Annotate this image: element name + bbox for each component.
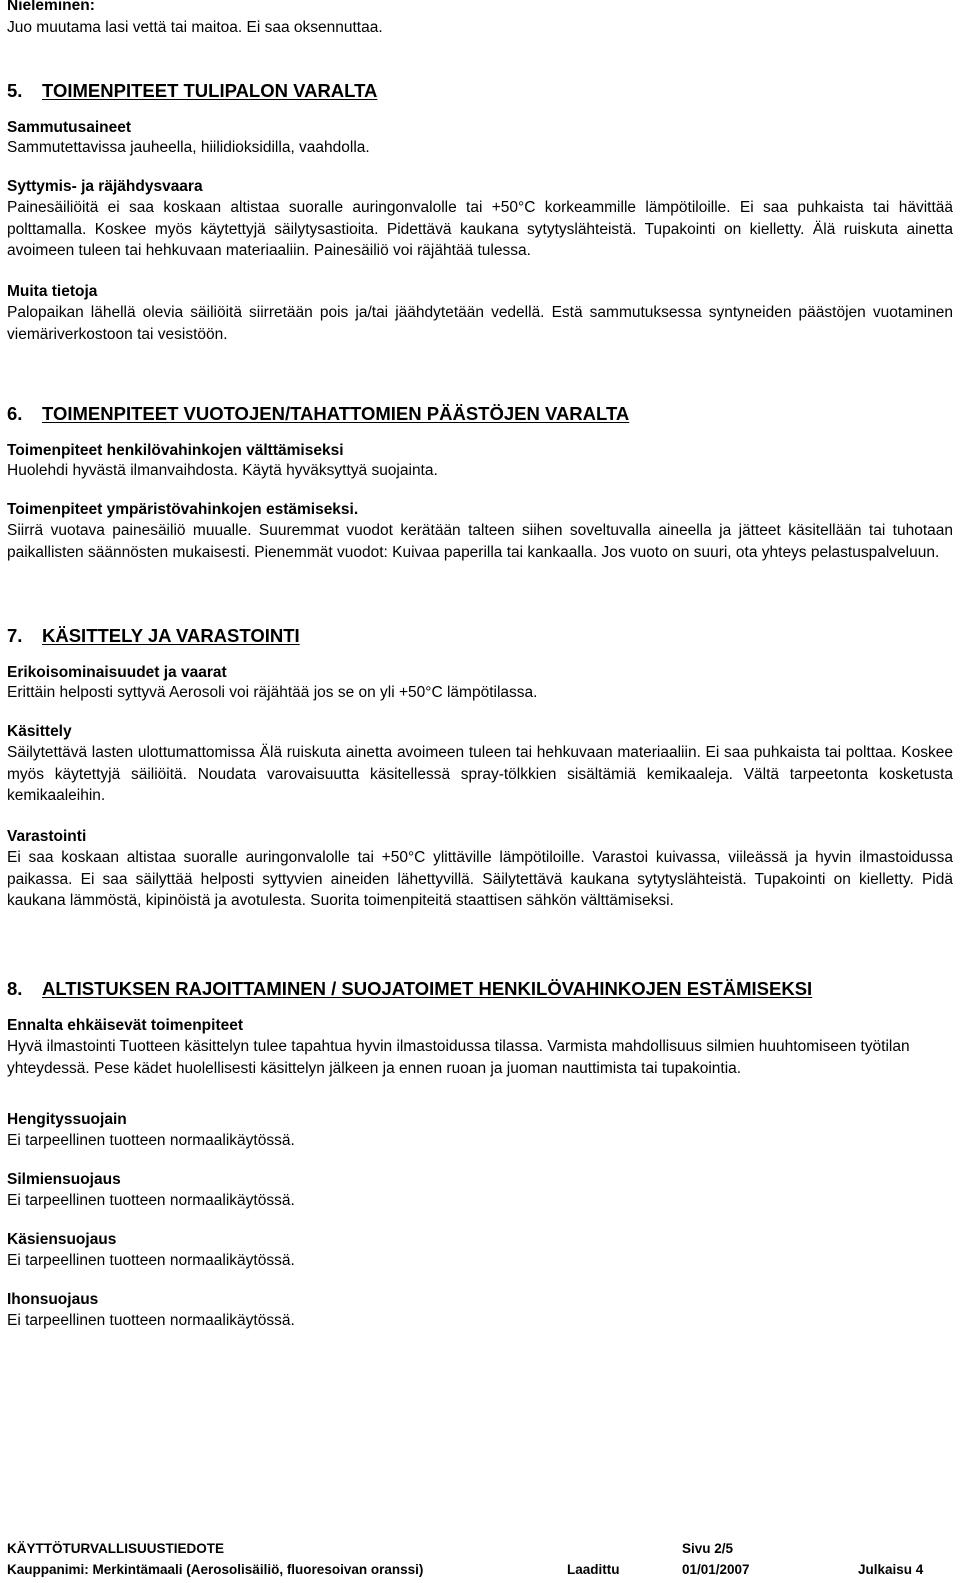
page-footer (7, 1538, 953, 1580)
extinguishing-media-heading: Sammutusaineet (7, 119, 132, 136)
respiratory-protection-heading: Hengityssuojain (7, 1111, 127, 1128)
footer-doc-type: KÄYTTÖTURVALLISUUSTIEDOTE (7, 1541, 225, 1556)
other-info-heading: Muita tietoja (7, 283, 98, 300)
extinguishing-media-text: Sammutettavissa jauheella, hiilidioksidilla, vaahdolla. (7, 139, 370, 156)
ingestion-heading: Nieleminen: (7, 0, 95, 14)
section-6-title (7, 402, 629, 426)
other-info-text: Palopaikan lähellä olevia säiliöitä siirretään pois ja/tai jäähdytetään vedellä. Estä sammutuksessa syntyneiden päästöjen vuotaminen viemäriverkostoon tai vesistöön. (7, 304, 953, 343)
section-7-title (7, 624, 300, 648)
respiratory-protection-text: Ei tarpeellinen tuotteen normaalikäytössä. (7, 1132, 295, 1149)
section-title-text: TOIMENPITEET TULIPALON VARALTA (42, 80, 378, 101)
section-8-title (7, 977, 812, 1001)
section-number: 5. (7, 80, 23, 101)
section-title-text: ALTISTUKSEN RAJOITTAMINEN / SUOJATOIMET HENKILÖVAHINKOJEN ESTÄMISEKSI (42, 978, 813, 999)
eye-protection-heading: Silmiensuojaus (7, 1171, 121, 1188)
footer-edition: Julkaisu 4 (858, 1562, 924, 1577)
ingestion-text: Juo muutama lasi vettä tai maitoa. Ei saa oksennuttaa. (7, 19, 383, 36)
section-title-text: TOIMENPITEET VUOTOJEN/TAHATTOMIEN PÄÄSTÖJEN VARALTA (42, 403, 630, 424)
skin-protection-heading: Ihonsuojaus (7, 1291, 99, 1308)
storage-heading: Varastointi (7, 828, 87, 845)
footer-page-number: Sivu 2/5 (682, 1541, 734, 1556)
environmental-precautions-text: Siirrä vuotava painesäiliö muualle. Suuremmat vuodot kerätään talteen siihen soveltuvalla aineella ja jätteet käsitellään tai tuhotaan paikallisten säännösten mukaisesti. Pienemmät vuodot: Kuivaa paperilla tai kankaalla. Jos vuoto on suuri, ota yhteys pelastuspalveluun. (7, 522, 953, 561)
eye-protection-text: Ei tarpeellinen tuotteen normaalikäytössä. (7, 1192, 295, 1209)
section-number: 7. (7, 625, 23, 646)
special-hazards-heading: Erikoisominaisuudet ja vaarat (7, 664, 227, 681)
fire-hazard-text: Painesäiliöitä ei saa koskaan altistaa suoralle auringonvalolle tai +50°C korkeammille lämpötiloille. Ei saa puhkaista tai hävittää polttamalla. Koskee myös käytettyjä säilytysastioita. Pidettävä kaukana sytytyslähteistä. Tupakointi on kielletty. Älä ruiskuta ainetta avoimeen tuleen tai hehkuvaan materiaaliin. Painesäiliö voi räjähtää tulessa. (7, 199, 953, 259)
handling-text: Säilytettävä lasten ulottumattomissa Älä ruiskuta ainetta avoimeen tuleen tai hehkuvaan materiaaliin. Ei saa puhkaista tai polttaa. Koskee myös käytettyjä säiliöitä. Noudata varovaisuutta käsitellessä spray-tölkkien sisältämiä kemikaaleja. Vältä tarpeetonta kosketusta kemikaaleihin. (7, 744, 953, 804)
section-title-text: KÄSITTELY JA VARASTOINTI (42, 625, 300, 646)
personal-precautions-text: Huolehdi hyvästä ilmanvaihdosta. Käytä hyväksyttyä suojainta. (7, 462, 438, 479)
special-hazards-text: Erittäin helposti syttyvä Aerosoli voi räjähtää jos se on yli +50°C lämpötilassa. (7, 684, 538, 701)
environmental-precautions-heading: Toimenpiteet ympäristövahinkojen estämiseksi. (7, 501, 359, 518)
personal-precautions-heading: Toimenpiteet henkilövahinkojen välttämiseksi (7, 442, 344, 459)
fire-hazard-heading: Syttymis- ja räjähdysvaara (7, 178, 203, 195)
footer-date: 01/01/2007 (682, 1562, 750, 1577)
preventive-measures-heading: Ennalta ehkäisevät toimenpiteet (7, 1017, 244, 1034)
skin-protection-text: Ei tarpeellinen tuotteen normaalikäytössä. (7, 1312, 295, 1329)
section-number: 8. (7, 978, 23, 999)
preventive-measures-text: Hyvä ilmastointi Tuotteen käsittelyn tulee tapahtua hyvin ilmastoidussa tilassa. Varmista mahdollisuus silmien huuhtomiseen työtilan yhteydessä. Pese kädet huolellisesti käsittelyn jälkeen ja ennen ruoan ja juoman nauttimista tai tupakointia. (7, 1038, 910, 1077)
section-number: 6. (7, 403, 23, 424)
footer-product-name: Kauppanimi: Merkintämaali (Aerosolisäiliö, fluoresoivan oranssi) (7, 1562, 424, 1577)
hand-protection-heading: Käsiensuojaus (7, 1231, 117, 1248)
handling-heading: Käsittely (7, 723, 72, 740)
section-5-title (7, 79, 377, 103)
hand-protection-text: Ei tarpeellinen tuotteen normaalikäytössä. (7, 1252, 295, 1269)
footer-prepared-label: Laadittu (567, 1562, 620, 1577)
storage-text: Ei saa koskaan altistaa suoralle auringonvalolle tai +50°C ylittäville lämpötiloille. Varastoi kuivassa, viileässä ja hyvin ilmastoidussa paikassa. Ei saa säilyttää helposti syttyvien aineiden lähettyvillä. Säilytettävä kaukana sytytyslähteistä. Tupakointi on kielletty. Pidä kaukana lämmöstä, kipinöistä ja avotulesta. Suorita toimenpiteitä staattisen sähkön välttämiseksi. (7, 849, 953, 909)
